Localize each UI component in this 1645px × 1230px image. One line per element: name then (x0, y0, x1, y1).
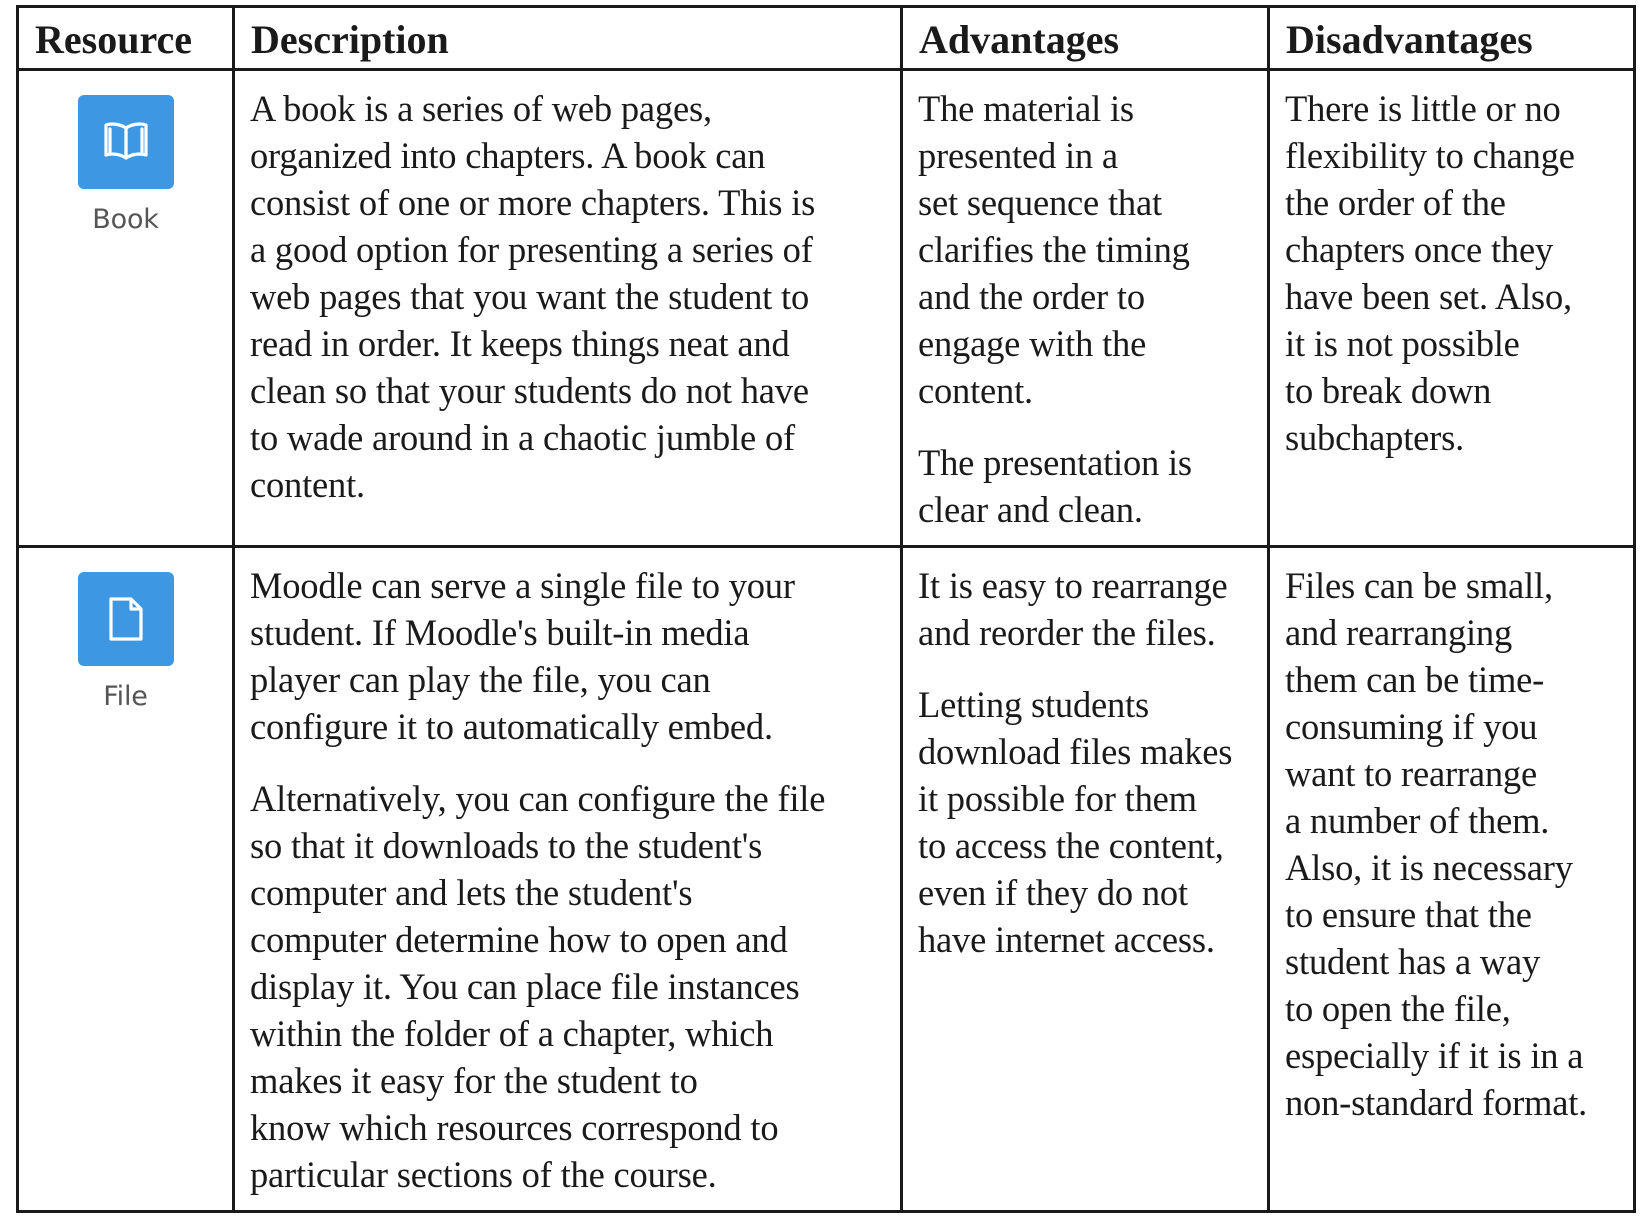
text-line: have been set. Also, (1285, 276, 1572, 317)
advantages-cell-book (903, 71, 1270, 548)
text-line: It is easy to rearrange (918, 565, 1228, 606)
text-line: student has a way (1285, 941, 1541, 982)
resource-label-book: Book (92, 204, 159, 235)
text-line: content. (250, 464, 365, 505)
resource-comparison-table (16, 5, 1636, 1213)
text-line: and the order to (918, 276, 1145, 317)
text-line: particular sections of the course. (250, 1154, 717, 1195)
text-line: flexibility to change (1285, 135, 1575, 176)
text-line: Moodle can serve a single file to your (250, 565, 795, 606)
text-line: consuming if you (1285, 706, 1538, 747)
description-cell-book (235, 71, 903, 548)
resource-label-file: File (103, 681, 148, 712)
text-line: student. If Moodle's built-in media (250, 612, 750, 653)
text-line: even if they do not (918, 872, 1188, 913)
disadvantages-cell-book (1270, 71, 1633, 548)
text-line: clean so that your students do not have (250, 370, 809, 411)
text-line: them can be time- (1285, 659, 1545, 700)
disadvantages-paragraph (1285, 85, 1619, 461)
text-line: within the folder of a chapter, which (250, 1013, 774, 1054)
description-cell-file (235, 548, 903, 1210)
text-line: Also, it is necessary (1285, 847, 1573, 888)
text-line: read in order. It keeps things neat and (250, 323, 790, 364)
disadvantages-cell-file (1270, 548, 1633, 1210)
text-line: especially if it is in a (1285, 1035, 1584, 1076)
advantages-paragraph (918, 562, 1253, 656)
text-line: have internet access. (918, 919, 1215, 960)
text-line: download files makes (918, 731, 1233, 772)
resource-cell-file (19, 548, 235, 1210)
text-line: to access the content, (918, 825, 1224, 866)
description-paragraph (250, 85, 886, 508)
advantages-paragraph (918, 681, 1253, 963)
text-line: computer determine how to open and (250, 919, 788, 960)
advantages-paragraph (918, 85, 1253, 414)
text-line: There is little or no (1285, 88, 1561, 129)
text-line: a number of them. (1285, 800, 1550, 841)
text-line: the order of the (1285, 182, 1506, 223)
advantages-cell-file (903, 548, 1270, 1210)
text-line: player can play the file, you can (250, 659, 711, 700)
file-icon (78, 572, 174, 666)
text-line: non-standard format. (1285, 1082, 1588, 1123)
book-icon (78, 95, 174, 189)
disadvantages-paragraph (1285, 562, 1619, 1126)
text-line: consist of one or more chapters. This is (250, 182, 816, 223)
resource-cell-book (19, 71, 235, 548)
header-resource: Resource (19, 8, 235, 71)
text-line: Alternatively, you can configure the file (250, 778, 826, 819)
text-line: to ensure that the (1285, 894, 1532, 935)
text-line: to break down (1285, 370, 1492, 411)
text-line: engage with the (918, 323, 1147, 364)
text-line: know which resources correspond to (250, 1107, 779, 1148)
text-line: clarifies the timing (918, 229, 1190, 270)
text-line: Letting students (918, 684, 1149, 725)
text-line: web pages that you want the student to (250, 276, 810, 317)
text-line: computer and lets the student's (250, 872, 693, 913)
text-line: and rearranging (1285, 612, 1513, 653)
description-paragraph (250, 775, 886, 1198)
text-line: want to rearrange (1285, 753, 1537, 794)
text-line: and reorder the files. (918, 612, 1216, 653)
text-line: to open the file, (1285, 988, 1511, 1029)
text-line: A book is a series of web pages, (250, 88, 712, 129)
text-line: organized into chapters. A book can (250, 135, 766, 176)
header-disadvantages: Disadvantages (1270, 8, 1633, 71)
text-line: display it. You can place file instances (250, 966, 800, 1007)
text-line: configure it to automatically embed. (250, 706, 773, 747)
description-paragraph (250, 562, 886, 750)
text-line: Files can be small, (1285, 565, 1553, 606)
header-advantages: Advantages (903, 8, 1270, 71)
text-line: subchapters. (1285, 417, 1465, 458)
text-line: it is not possible (1285, 323, 1520, 364)
text-line: clear and clean. (918, 489, 1143, 530)
text-line: The presentation is (918, 442, 1192, 483)
text-line: makes it easy for the student to (250, 1060, 698, 1101)
advantages-paragraph (918, 439, 1253, 533)
text-line: set sequence that (918, 182, 1162, 223)
header-description: Description (235, 8, 903, 71)
text-line: a good option for presenting a series of (250, 229, 813, 270)
text-line: presented in a (918, 135, 1118, 176)
text-line: chapters once they (1285, 229, 1553, 270)
text-line: it possible for them (918, 778, 1197, 819)
text-line: content. (918, 370, 1033, 411)
text-line: to wade around in a chaotic jumble of (250, 417, 795, 458)
text-line: The material is (918, 88, 1134, 129)
text-line: so that it downloads to the student's (250, 825, 763, 866)
